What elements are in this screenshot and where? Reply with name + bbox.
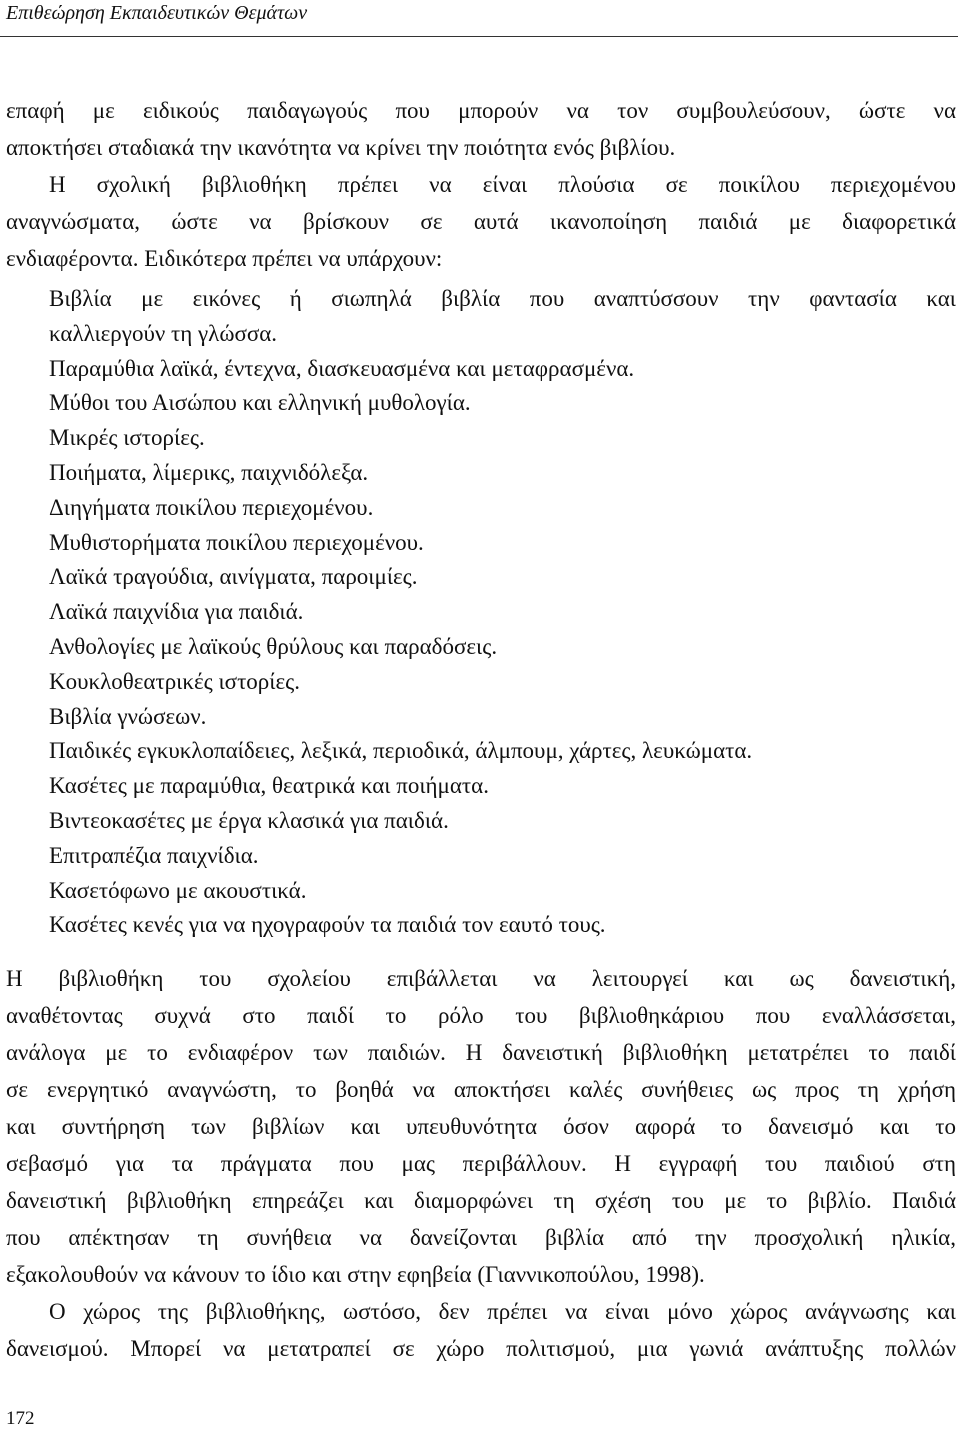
list-item: Επιτραπέζια παιχνίδια. xyxy=(49,842,259,868)
intro-line: αποκτήσει σταδιακά την ικανότητα να κρίνει την ποιότητα ενός βιβλίου. xyxy=(6,135,676,160)
list-item: Διηγήματα ποικίλου περιεχομένου. xyxy=(49,494,374,520)
list-item: Μυθιστορήματα ποικίλου περιεχομένου. xyxy=(49,529,424,555)
running-header: Επιθεώρηση Εκπαιδευτικών Θεμάτων xyxy=(6,2,308,24)
list-item: Κασέτες κενές για να ηχογραφούν τα παιδιά τον εαυτό τους. xyxy=(49,912,606,938)
list-item: Παιδικές εγκυκλοπαίδειες, λεξικά, περιοδικά, άλμπουμ, χάρτες, λευκώματα. xyxy=(49,738,753,764)
page-number: 172 xyxy=(6,1408,35,1429)
list-item: Κουκλοθεατρικές ιστορίες. xyxy=(49,668,300,694)
body-line: που απέκτησαν τη συνήθεια να δανείζονται βιβλία από την προσχολική ηλικία, xyxy=(6,1225,956,1250)
list-item: Μικρές ιστορίες. xyxy=(49,425,205,451)
body-line: εξακολουθούν να κάνουν το ίδιο και στην εφηβεία (Γιαννικοπούλου, 1998). xyxy=(6,1262,705,1287)
list-item: Ποιήματα, λίμερικς, παιχνιδόλεξα. xyxy=(49,459,369,485)
body-line: δανεισμού. Μπορεί να μετατραπεί σε χώρο πολιτισμού, μια γωνιά ανάπτυξης πολλών xyxy=(6,1336,956,1361)
list-item: Λαϊκά τραγούδια, αινίγματα, παροιμίες. xyxy=(49,564,418,590)
list-item: Λαϊκά παιχνίδια για παιδιά. xyxy=(49,599,304,625)
body-line: ανάλογα με το ενδιαφέρον των παιδιών. Η δανειστική βιβλιοθήκη μετατρέπει το παιδί xyxy=(6,1040,956,1065)
list-item: Βιβλία γνώσεων. xyxy=(49,703,207,729)
body-line: δανειστική βιβλιοθήκη επηρεάζει και διαμορφώνει τη σχέση του με το βιβλίο. Παιδιά xyxy=(6,1188,956,1213)
body-line: Ο χώρος της βιβλιοθήκης, ωστόσο, δεν πρέπει να είναι μόνο χώρος ανάγνωσης και xyxy=(49,1299,956,1324)
header-rule xyxy=(0,36,958,37)
intro-line: επαφή με ειδικούς παιδαγωγούς που μπορούν να τον συμβουλεύσουν, ώστε να xyxy=(6,98,956,123)
list-item: Κασέτες με παραμύθια, θεατρικά και ποιήματα. xyxy=(49,773,489,799)
body-line: και συντήρηση των βιβλίων και υπευθυνότητα όσον αφορά το δανεισμό και το xyxy=(6,1114,956,1139)
list-item: Παραμύθια λαϊκά, έντεχνα, διασκευασμένα και μεταφρασμένα. xyxy=(49,355,635,381)
materials-list xyxy=(49,282,956,943)
intro-line: αναγνώσματα, ώστε να βρίσκουν σε αυτά ικανοποίηση παιδιά με διαφορετικά xyxy=(6,209,956,234)
list-item: Μύθοι του Αισώπου και ελληνική μυθολογία. xyxy=(49,390,471,416)
body-line: αναθέτοντας συχνά στο παιδί το ρόλο του βιβλιοθηκάριου που εναλλάσσεται, xyxy=(6,1003,956,1028)
intro-line: Η σχολική βιβλιοθήκη πρέπει να είναι πλούσια σε ποικίλου περιεχομένου xyxy=(49,172,956,197)
body-line: σεβασμό για τα πράγματα που μας περιβάλλουν. Η εγγραφή του παιδιού στη xyxy=(6,1151,956,1176)
body-line: σε ενεργητικό αναγνώστη, το βοηθά να αποκτήσει καλές συνήθειες ως προς τη χρήση xyxy=(6,1077,956,1102)
intro-line: ενδιαφέροντα. Ειδικότερα πρέπει να υπάρχουν: xyxy=(6,246,443,271)
list-item: Κασετόφωνο με ακουστικά. xyxy=(49,877,307,903)
list-item: καλλιεργούν τη γλώσσα. xyxy=(49,320,278,346)
list-item: Ανθολογίες με λαϊκούς θρύλους και παραδόσεις. xyxy=(49,633,498,659)
list-item: Βιντεοκασέτες με έργα κλασικά για παιδιά. xyxy=(49,807,449,833)
list-item: Βιβλία με εικόνες ή σιωπηλά βιβλία που αναπτύσσουν την φαντασία και xyxy=(49,286,956,311)
body-line: Η βιβλιοθήκη του σχολείου επιβάλλεται να λειτουργεί και ως δανειστική, xyxy=(6,966,956,991)
